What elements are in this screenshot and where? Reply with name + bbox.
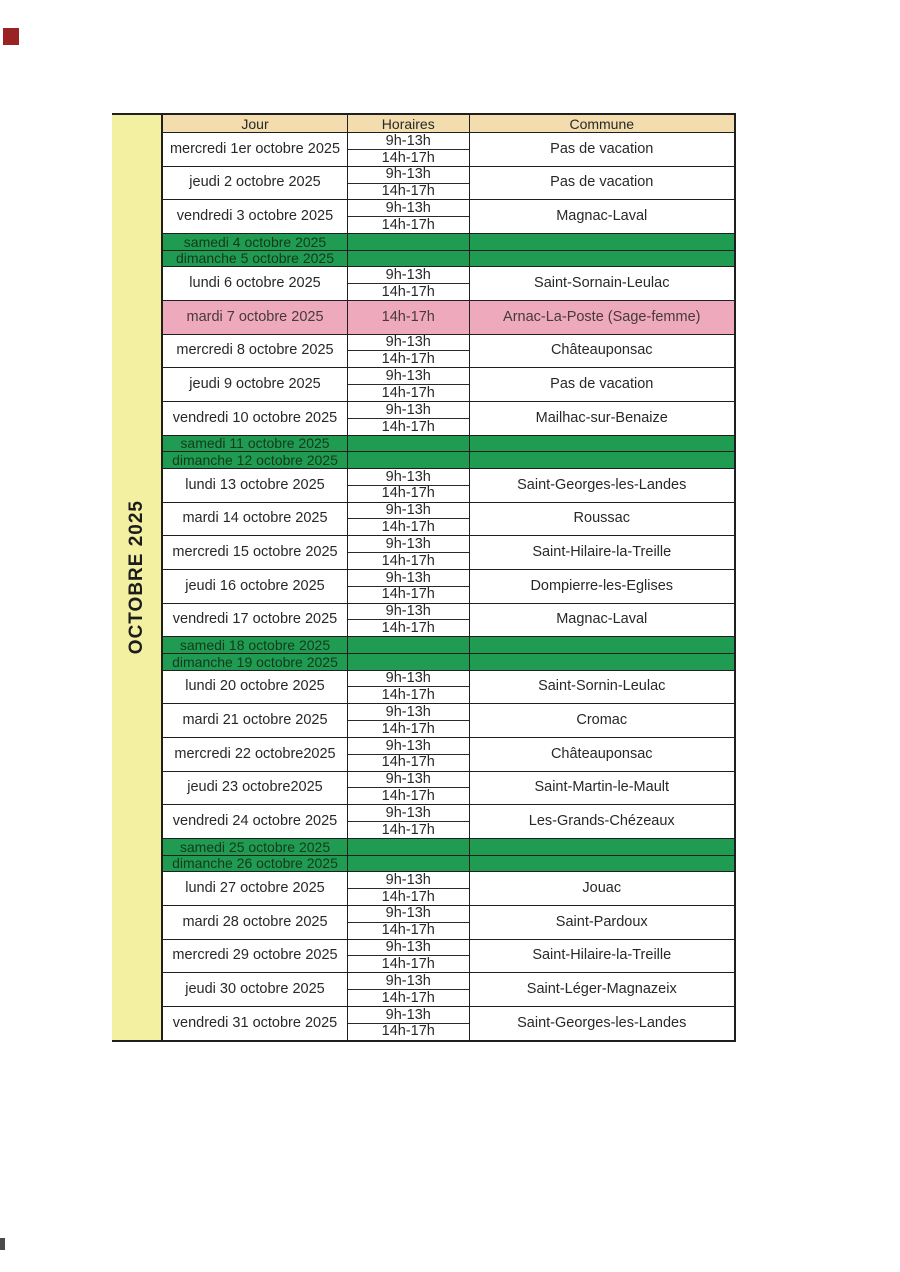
hours-cell bbox=[348, 267, 470, 300]
table-row bbox=[163, 855, 734, 872]
hours-slot: 9h-13h bbox=[385, 367, 431, 384]
hours-slot: 9h-13h bbox=[385, 502, 431, 519]
commune-cell bbox=[470, 251, 735, 267]
table-row bbox=[163, 334, 734, 368]
hours-slot: 14h-17h bbox=[348, 989, 469, 1006]
hours-cell bbox=[348, 536, 470, 569]
hours-slot: 14h-17h bbox=[348, 754, 469, 771]
table-row bbox=[163, 1006, 734, 1040]
commune-cell: Saint-Pardoux bbox=[555, 913, 648, 930]
table-row bbox=[163, 871, 734, 905]
header-commune: Commune bbox=[569, 115, 635, 132]
commune-cell: Saint-Martin-le-Mault bbox=[534, 779, 670, 796]
commune-cell: Les-Grands-Chézeaux bbox=[528, 812, 675, 829]
day-cell: lundi 20 octobre 2025 bbox=[163, 671, 348, 704]
day-cell: dimanche 12 octobre 2025 bbox=[163, 452, 348, 468]
hours-slot: 14h-17h bbox=[348, 149, 469, 166]
commune-cell: Saint-Hilaire-la-Treille bbox=[532, 543, 672, 560]
table-row bbox=[163, 804, 734, 838]
day-cell: mercredi 1er octobre 2025 bbox=[163, 133, 348, 166]
table-row bbox=[163, 300, 734, 334]
hours-cell bbox=[348, 1007, 470, 1040]
table-row bbox=[163, 166, 734, 200]
day-cell: samedi 25 octobre 2025 bbox=[163, 839, 348, 855]
commune-cell bbox=[470, 856, 735, 872]
hours-slot: 9h-13h bbox=[385, 468, 431, 485]
hours-slot: 14h-17h bbox=[348, 552, 469, 569]
commune-cell: Saint-Sornain-Leulac bbox=[534, 274, 670, 291]
day-cell: mardi 7 octobre 2025 bbox=[163, 301, 348, 334]
table-row bbox=[163, 199, 734, 233]
hours-slot: 14h-17h bbox=[348, 586, 469, 603]
commune-cell: Arnac-La-Poste (Sage-femme) bbox=[503, 308, 701, 325]
hours-slot: 9h-13h bbox=[385, 871, 431, 888]
commune-cell bbox=[470, 234, 735, 250]
hours-cell bbox=[348, 872, 470, 905]
table-row bbox=[163, 468, 734, 502]
table-header-row bbox=[163, 115, 734, 132]
day-cell: lundi 6 octobre 2025 bbox=[163, 267, 348, 300]
hours-slot: 9h-13h bbox=[385, 737, 431, 754]
hours-slot: 9h-13h bbox=[385, 703, 431, 720]
table-row bbox=[163, 569, 734, 603]
scan-mark-red bbox=[3, 28, 19, 45]
commune-cell: Dompierre-les-Eglises bbox=[530, 577, 674, 594]
hours-slot: 9h-13h bbox=[385, 535, 431, 552]
table-row bbox=[163, 233, 734, 250]
table-row bbox=[163, 905, 734, 939]
table-row bbox=[163, 132, 734, 166]
hours-cell bbox=[348, 251, 470, 267]
scan-mark-edge bbox=[0, 1238, 5, 1250]
hours-slot: 9h-13h bbox=[385, 804, 431, 821]
table-row bbox=[163, 603, 734, 637]
table-row bbox=[163, 435, 734, 452]
hours-cell bbox=[348, 839, 470, 855]
hours-cell bbox=[348, 368, 470, 401]
commune-cell: Mailhac-sur-Benaize bbox=[535, 409, 668, 426]
hours-cell bbox=[348, 335, 470, 368]
hours-slot: 14h-17h bbox=[348, 216, 469, 233]
hours-slot: 14h-17h bbox=[348, 955, 469, 972]
hours-cell bbox=[348, 570, 470, 603]
commune-cell: Pas de vacation bbox=[550, 376, 654, 393]
hours-cell bbox=[348, 301, 470, 334]
day-cell: lundi 27 octobre 2025 bbox=[163, 872, 348, 905]
month-band bbox=[112, 113, 161, 1042]
day-cell: vendredi 10 octobre 2025 bbox=[163, 402, 348, 435]
commune-cell bbox=[470, 654, 735, 670]
hours-slot: 14h-17h bbox=[348, 418, 469, 435]
table-row bbox=[163, 670, 734, 704]
day-cell: jeudi 16 octobre 2025 bbox=[163, 570, 348, 603]
commune-cell: Pas de vacation bbox=[550, 174, 654, 191]
commune-cell: Saint-Hilaire-la-Treille bbox=[532, 947, 672, 964]
hours-slot: 14h-17h bbox=[348, 619, 469, 636]
day-cell: mercredi 15 octobre 2025 bbox=[163, 536, 348, 569]
day-cell: samedi 11 octobre 2025 bbox=[163, 436, 348, 452]
hours-slot: 9h-13h bbox=[385, 401, 431, 418]
day-cell: mercredi 22 octobre2025 bbox=[163, 738, 348, 771]
commune-cell: Magnac-Laval bbox=[556, 611, 648, 628]
commune-cell bbox=[470, 436, 735, 452]
hours-slot: 14h-17h bbox=[348, 787, 469, 804]
day-cell: jeudi 2 octobre 2025 bbox=[163, 167, 348, 200]
table-row bbox=[163, 737, 734, 771]
commune-cell bbox=[470, 452, 735, 468]
commune-cell: Châteauponsac bbox=[550, 745, 653, 762]
commune-cell bbox=[470, 839, 735, 855]
hours-cell bbox=[348, 436, 470, 452]
table-row bbox=[163, 636, 734, 653]
hours-cell bbox=[348, 234, 470, 250]
hours-cell bbox=[348, 856, 470, 872]
hours-slot: 9h-13h bbox=[385, 132, 431, 149]
commune-cell: Roussac bbox=[573, 510, 630, 527]
hours-cell bbox=[348, 704, 470, 737]
hours-cell bbox=[348, 805, 470, 838]
table-body bbox=[163, 132, 734, 1040]
hours-slot: 9h-13h bbox=[385, 939, 431, 956]
hours-slot: 14h-17h bbox=[348, 485, 469, 502]
table-row bbox=[163, 653, 734, 670]
commune-cell: Saint-Georges-les-Landes bbox=[517, 1014, 687, 1031]
table-row bbox=[163, 401, 734, 435]
header-hours: Horaires bbox=[348, 115, 470, 132]
day-cell: samedi 18 octobre 2025 bbox=[163, 637, 348, 653]
commune-cell: Saint-Sornin-Leulac bbox=[538, 678, 666, 695]
hours-cell bbox=[348, 637, 470, 653]
hours-slot: 14h-17h bbox=[348, 518, 469, 535]
commune-cell bbox=[470, 637, 735, 653]
day-cell: mercredi 29 octobre 2025 bbox=[163, 940, 348, 973]
table-row bbox=[163, 266, 734, 300]
hours-cell bbox=[348, 452, 470, 468]
month-label: OCTOBRE 2025 bbox=[125, 500, 147, 655]
hours-slot: 9h-13h bbox=[385, 200, 431, 217]
table-row bbox=[163, 250, 734, 267]
day-cell: lundi 13 octobre 2025 bbox=[163, 469, 348, 502]
hours-slot: 9h-13h bbox=[385, 266, 431, 283]
day-cell: vendredi 31 octobre 2025 bbox=[163, 1007, 348, 1040]
day-cell: mardi 28 octobre 2025 bbox=[163, 906, 348, 939]
hours-cell bbox=[348, 133, 470, 166]
hours-slot: 14h-17h bbox=[348, 888, 469, 905]
hours-cell bbox=[348, 200, 470, 233]
hours-slot: 9h-13h bbox=[385, 972, 431, 989]
table-row bbox=[163, 771, 734, 805]
table-row bbox=[163, 535, 734, 569]
hours-cell bbox=[348, 654, 470, 670]
commune-cell: Saint-Georges-les-Landes bbox=[517, 476, 687, 493]
commune-cell: Pas de vacation bbox=[550, 140, 654, 157]
table-row bbox=[163, 367, 734, 401]
schedule-document bbox=[112, 113, 736, 1042]
hours-slot: 9h-13h bbox=[385, 670, 431, 687]
day-cell: vendredi 3 octobre 2025 bbox=[163, 200, 348, 233]
hours-slot: 14h-17h bbox=[348, 183, 469, 200]
hours-cell bbox=[348, 503, 470, 536]
commune-cell: Jouac bbox=[582, 879, 622, 896]
hours-slot: 9h-13h bbox=[385, 603, 431, 620]
hours-slot: 14h-17h bbox=[348, 283, 469, 300]
hours-cell bbox=[348, 772, 470, 805]
day-cell: vendredi 17 octobre 2025 bbox=[163, 604, 348, 637]
table-row bbox=[163, 939, 734, 973]
day-cell: jeudi 30 octobre 2025 bbox=[163, 973, 348, 1006]
hours-slot: 14h-17h bbox=[348, 720, 469, 737]
hours-slot: 9h-13h bbox=[385, 569, 431, 586]
hours-cell bbox=[348, 402, 470, 435]
hours-slot: 14h-17h bbox=[381, 309, 435, 326]
day-cell: samedi 4 octobre 2025 bbox=[163, 234, 348, 250]
table-row bbox=[163, 838, 734, 855]
header-day: Jour bbox=[163, 115, 348, 132]
hours-slot: 14h-17h bbox=[348, 922, 469, 939]
hours-slot: 14h-17h bbox=[348, 686, 469, 703]
day-cell: jeudi 23 octobre2025 bbox=[163, 772, 348, 805]
day-cell: dimanche 26 octobre 2025 bbox=[163, 856, 348, 872]
table-row bbox=[163, 502, 734, 536]
hours-slot: 14h-17h bbox=[348, 384, 469, 401]
hours-slot: 9h-13h bbox=[385, 771, 431, 788]
hours-cell bbox=[348, 469, 470, 502]
hours-slot: 9h-13h bbox=[385, 166, 431, 183]
hours-slot: 9h-13h bbox=[385, 1006, 431, 1023]
hours-cell bbox=[348, 906, 470, 939]
hours-slot: 14h-17h bbox=[348, 350, 469, 367]
commune-cell: Saint-Léger-Magnazeix bbox=[526, 980, 677, 997]
commune-cell: Magnac-Laval bbox=[556, 208, 648, 225]
day-cell: mardi 14 octobre 2025 bbox=[163, 503, 348, 536]
hours-cell bbox=[348, 738, 470, 771]
table-row bbox=[163, 972, 734, 1006]
commune-cell: Cromac bbox=[576, 711, 628, 728]
hours-slot: 14h-17h bbox=[348, 1023, 469, 1040]
hours-cell bbox=[348, 604, 470, 637]
day-cell: vendredi 24 octobre 2025 bbox=[163, 805, 348, 838]
hours-slot: 14h-17h bbox=[348, 821, 469, 838]
hours-cell bbox=[348, 940, 470, 973]
hours-cell bbox=[348, 671, 470, 704]
hours-slot: 9h-13h bbox=[385, 334, 431, 351]
hours-cell bbox=[348, 973, 470, 1006]
hours-cell bbox=[348, 167, 470, 200]
schedule-table bbox=[161, 113, 736, 1042]
table-row bbox=[163, 451, 734, 468]
hours-slot: 9h-13h bbox=[385, 905, 431, 922]
table-row bbox=[163, 703, 734, 737]
commune-cell: Châteauponsac bbox=[550, 342, 653, 359]
day-cell: mardi 21 octobre 2025 bbox=[163, 704, 348, 737]
day-cell: jeudi 9 octobre 2025 bbox=[163, 368, 348, 401]
day-cell: mercredi 8 octobre 2025 bbox=[163, 335, 348, 368]
day-cell: dimanche 19 octobre 2025 bbox=[163, 654, 348, 670]
day-cell: dimanche 5 octobre 2025 bbox=[163, 251, 348, 267]
